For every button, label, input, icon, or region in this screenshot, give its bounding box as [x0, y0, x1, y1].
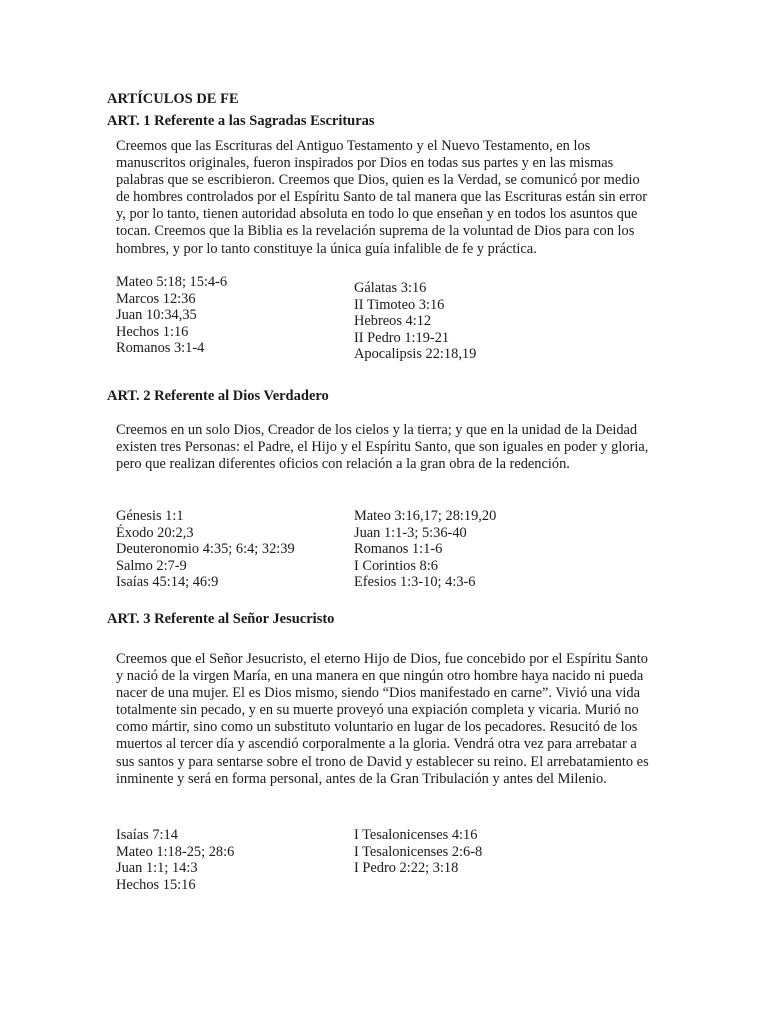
- scripture-ref: Marcos 12:36: [116, 290, 196, 307]
- article-2-refs-left: [116, 508, 295, 591]
- scripture-ref: Romanos 1:1-6: [354, 541, 443, 558]
- scripture-ref: Apocalipsis 22:18,19: [354, 346, 477, 363]
- article-2-heading: ART. 2 Referente al Dios Verdadero: [107, 388, 329, 404]
- article-1-heading: ART. 1 Referente a las Sagradas Escrituras: [107, 113, 375, 129]
- scripture-ref: Juan 1:1-3; 5:36-40: [354, 524, 467, 541]
- scripture-ref: Juan 10:34,35: [116, 307, 197, 324]
- scripture-ref: Mateo 5:18; 15:4-6: [116, 274, 228, 290]
- article-3-heading: ART. 3 Referente al Señor Jesucristo: [107, 611, 335, 627]
- scripture-ref: I Tesalonicenses 2:6-8: [354, 843, 483, 860]
- scripture-ref: Génesis 1:1: [116, 508, 184, 524]
- article-1-body: Creemos que las Escrituras del Antiguo Testamento y el Nuevo Testamento, en los manuscritos originales, fueron inspirados por Dios en todas sus partes y en las mismas palabras que se escribieron. Creemos que Dios, quien es la Verdad, se comunicó por medio de hombres controlados por el Espíritu Santo de tal manera que las Escrituras están sin error y, por lo tanto, tienen autoridad absoluta en todo lo que enseñan y en todos los asuntos que tocan. Creemos que la Biblia es la revelación suprema de la voluntad de Dios para con los hombres, y por lo tanto constituye la única guía infalible de fe y práctica.: [116, 138, 648, 257]
- article-2-refs-right: [354, 508, 496, 591]
- scripture-ref: Hechos 1:16: [116, 323, 189, 340]
- scripture-ref: Juan 1:1; 14:3: [116, 860, 198, 877]
- scripture-ref: II Timoteo 3:16: [354, 296, 445, 313]
- scripture-ref: Hebreos 4:12: [354, 313, 432, 330]
- scripture-ref: Efesios 1:3-10; 4:3-6: [354, 574, 476, 591]
- document-title: ARTÍCULOS DE FE: [107, 91, 239, 107]
- scripture-ref: Salmo 2:7-9: [116, 557, 187, 574]
- scripture-ref: I Corintios 8:6: [354, 557, 438, 574]
- article-3-refs-left: [116, 827, 234, 893]
- scripture-ref: I Pedro 2:22; 3:18: [354, 860, 459, 877]
- scripture-ref: Mateo 1:18-25; 28:6: [116, 843, 235, 860]
- article-3-body: Creemos que el Señor Jesucristo, el eterno Hijo de Dios, fue concebido por el Espíritu Santo y nació de la virgen María, en una manera en que ningún otro hombre haya nacido ni pueda nacer de una mujer. El es Dios mismo, siendo “Dios manifestado en carne”. Vivió una vida totalmente sin pecado, y en su muerte proveyó una expiación completa y vicaria. Murió no como mártir, sino como un substituto voluntario en lugar de los pecadores. Resucitó de los muertos al tercer día y ascendió corporalmente a la gloria. Vendrá otra vez para arrebatar a sus santos y para sentarse sobre el trono de David y establecer su reino. El arrebatamiento es inminente y será en forma personal, antes de la Gran Tribulación y antes del Milenio.: [116, 651, 649, 787]
- scripture-ref: Hechos 15:16: [116, 876, 196, 893]
- scripture-ref: Mateo 3:16,17; 28:19,20: [354, 508, 497, 524]
- article-1-refs-right: [354, 280, 476, 363]
- article-2-body: Creemos en un solo Dios, Creador de los cielos y la tierra; y que en la unidad de la Deidad existen tres Personas: el Padre, el Hijo y el Espíritu Santo, que son iguales en poder y gloria, pero que realizan diferentes oficios con relación a la gran obra de la redención.: [116, 422, 649, 473]
- scripture-ref: I Tesalonicenses 4:16: [354, 827, 478, 843]
- scripture-ref: Gálatas 3:16: [354, 280, 427, 296]
- article-3-refs-right: [354, 827, 482, 877]
- scripture-ref: Deuteronomio 4:35; 6:4; 32:39: [116, 541, 295, 558]
- scripture-ref: Isaías 7:14: [116, 827, 178, 843]
- article-1-refs-left: [116, 274, 227, 357]
- scripture-ref: Éxodo 20:2,3: [116, 524, 194, 541]
- scripture-ref: Romanos 3:1-4: [116, 340, 205, 357]
- scripture-ref: II Pedro 1:19-21: [354, 329, 450, 346]
- scripture-ref: Isaías 45:14; 46:9: [116, 574, 219, 591]
